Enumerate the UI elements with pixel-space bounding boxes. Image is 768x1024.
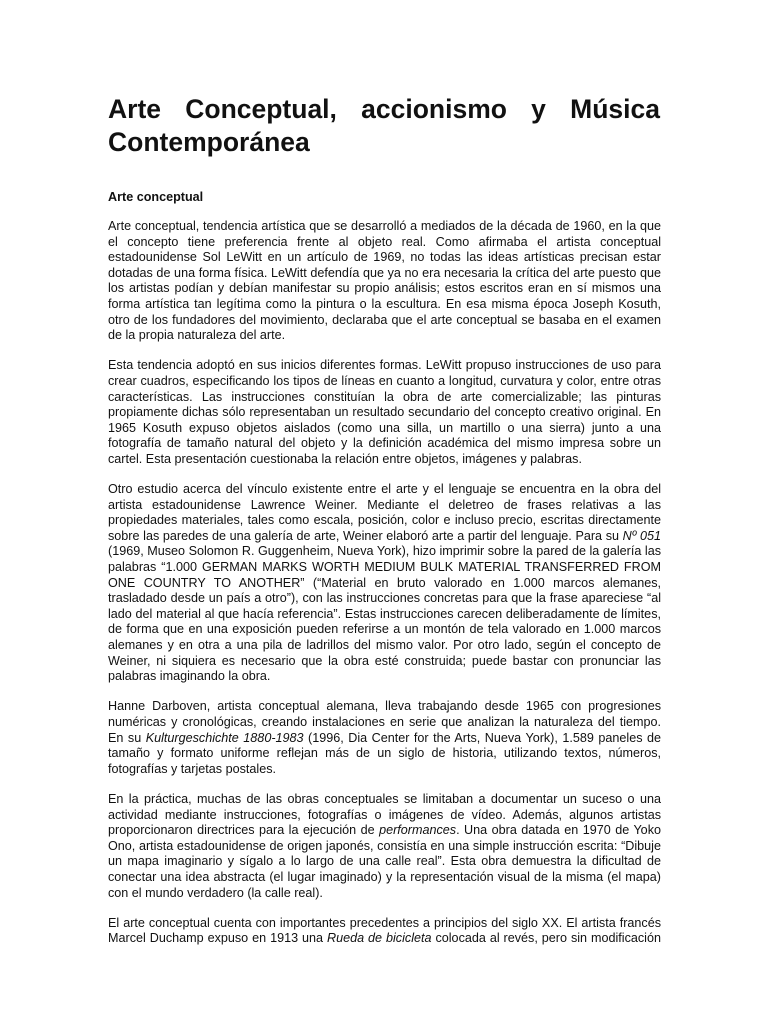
paragraph [108,482,661,685]
paragraph [108,699,661,777]
artwork-title: Kulturgeschichte 1880-1983 [145,730,304,745]
paragraph-text: Otro estudio acerca del vínculo existente entre el arte y el lenguaje se encuentra en la obra del artista estadounidense Lawrence Weiner. Mediante el deletreo de frases relativas a las propiedades materiales, tales como escala, posición, color e incluso precio, escritas directamente sobre las paredes de una galería de arte, Weiner elaboró arte a partir del lenguaje. Para su [108,482,661,543]
paragraph [108,219,661,344]
paragraph [108,916,661,947]
paragraph-text: Esta tendencia adoptó en sus inicios diferentes formas. LeWitt propuso instrucciones de uso para crear cuadros, especificando los tipos de líneas en cuanto a longitud, curvatura y color, entre otras características. Las instrucciones constituían la obra de arte comercializable; las pinturas propiamente dichas sólo representaban un resultado secundario del concepto creativo original. En 1965 Kosuth expuso objetos aislados (como una silla, un martillo o una sierra) junto a una fotografía de tamaño natural del objeto y la definición académica del mismo impresa sobre un cartel. Esta presentación cuestionaba la relación entre objetos, imágenes y palabras. [108,358,661,466]
paragraph [108,358,661,467]
paragraph-text: El arte conceptual cuenta con importantes precedentes a principios del siglo XX. El artista francés Marcel Duchamp expuso en 1913 una [108,915,661,946]
paragraph [108,792,661,901]
paragraph-text: colocada al revés, pero sin modificación [431,931,661,946]
artwork-title: Rueda de bicicleta [327,931,432,946]
paragraph-text: (1996, Dia Center for the Arts, Nueva York), 1.589 paneles de tamaño y formato uniforme reflejan más de un siglo de historia, utilizando textos, números, fotografías y tarjetas postales. [108,730,661,776]
artwork-title: Nº 051 [622,528,661,543]
italic-term: performances [379,823,457,838]
paragraph-text: En la práctica, muchas de las obras conceptuales se limitaban a documentar un suceso o una actividad mediante instrucciones, fotografías o imágenes de vídeo. Además, algunos artistas proporcionaron directrices para la ejecución de [108,791,661,838]
document-title: Arte Conceptual, accionismo y Música Contemporánea [108,94,660,157]
paragraph-text: Arte conceptual, tendencia artística que se desarrolló a mediados de la década de 1960, en la que el concepto tiene preferencia frente al objeto real. Como afirmaba el artista conceptual estadounidense Sol LeWitt en un artículo de 1969, no todas las ideas artísticas precisan estar dotadas de una forma física. LeWitt defendía que ya no era necesaria la crítica del arte puesto que los artistas podían y debían manifestar su propio análisis; estos escritos eran en sí mismos una forma artística tan legítima como la pintura o la escultura. En esa misma época Joseph Kosuth, otro de los fundadores del movimiento, declaraba que el arte conceptual se basaba en el examen de la propia naturaleza del arte. [108,219,661,343]
paragraph-text: . Una obra datada en 1970 de Yoko Ono, artista estadounidense de origen japonés, consistía en una simple instrucción escrita: “Dibuje un mapa imaginario y sígalo a lo largo de una calle real”. Esta obra demuestra la dificultad de conectar una idea abstracta (el lugar imaginado) y la representación visual de la misma (el mapa) con el mundo verdadero (la calle real). [108,823,661,900]
section-heading: Arte conceptual [108,190,204,204]
paragraph-text: Hanne Darboven, artista conceptual alemana, lleva trabajando desde 1965 con progresiones numéricas y cronológicas, creando instalaciones en serie que analizan la naturaleza del tiempo. En su [108,699,661,745]
document-body [108,219,661,962]
paragraph-text: (1969, Museo Solomon R. Guggenheim, Nueva York), hizo imprimir sobre la pared de la galería las palabras “1.000 GERMAN MARKS WORTH MEDIUM BULK MATERIAL TRANSFERRED FROM ONE COUNTRY TO ANOTHER” (“Material en bruto valorado en 1.000 marcos alemanes, trasladado desde un país a otro”), con las instrucciones concretas para que la frase apareciese “al lado del material al que hacía referencia”. Estas instrucciones carecen deliberadamente de límites, de forma que en una exposición pueden referirse a un montón de tela valorado en 1.000 marcos alemanes y en otra a una pila de ladrillos del mismo valor. Por otro lado, según el concepto de Weiner, ni siquiera es necesario que la obra esté construida; puede bastar con pronunciar las palabras imaginando la obra. [108,544,661,684]
